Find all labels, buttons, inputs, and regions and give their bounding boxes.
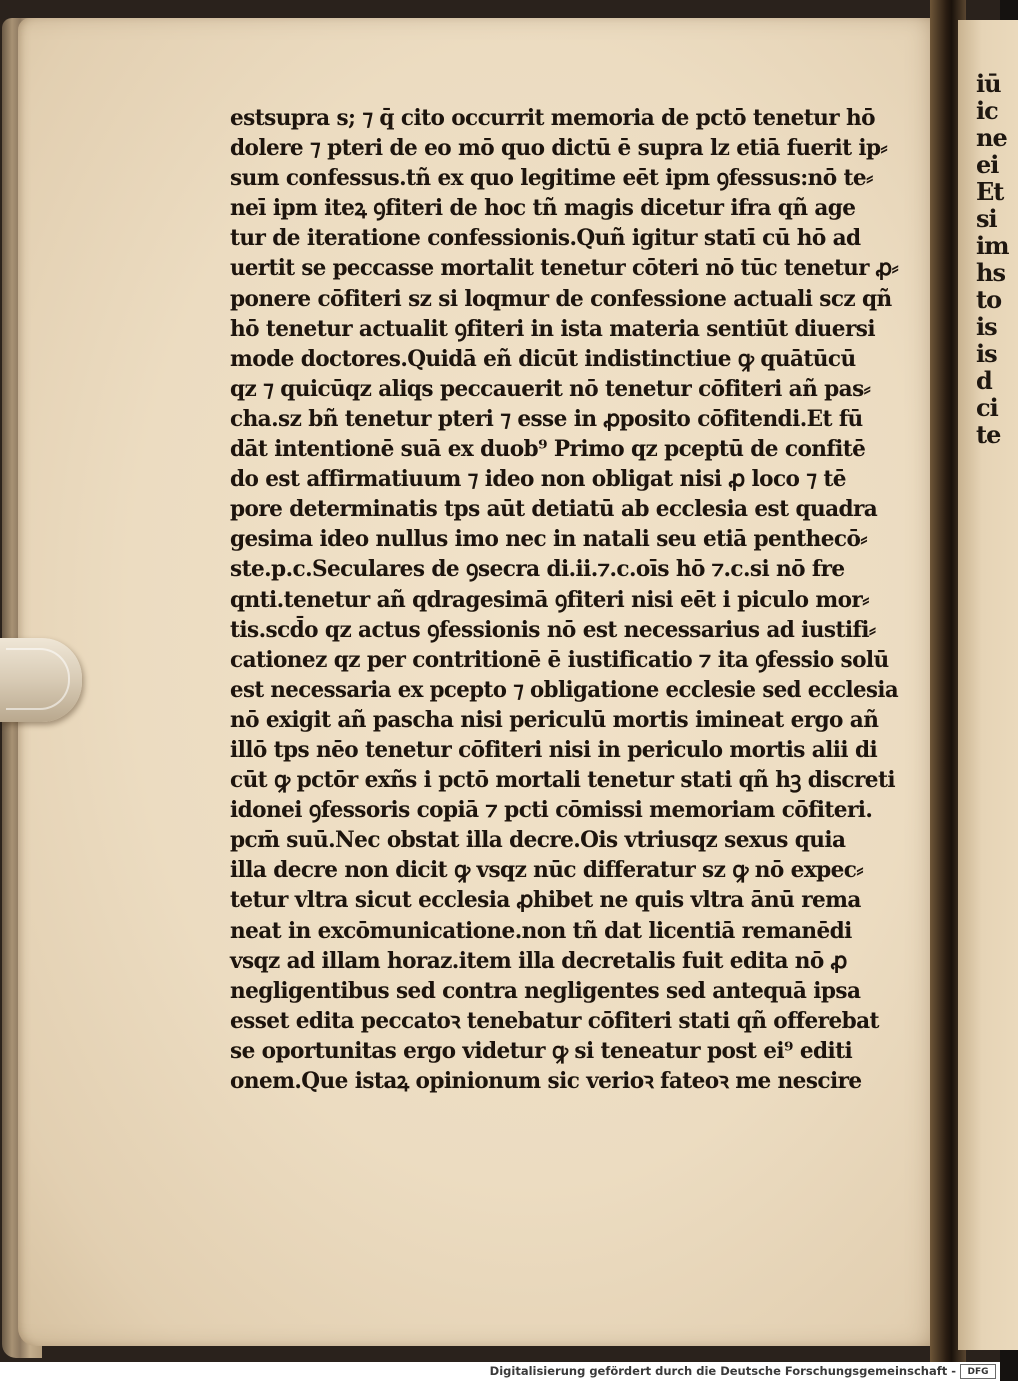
text-line: pcm̄ suū.Nec obstat illa decre.Ois vtriusqz sexus quia (230, 827, 846, 854)
text-line: illō tps nēo tenetur cōfiteri nisi in periculo mortis alii di (230, 736, 878, 763)
text-line: gesima ideo nullus imo nec in natali seu etiā penthecō⸗ (230, 526, 867, 553)
text-line: cha.sz bñ tenetur pteri ⁊ esse in ꝓposito cōfitendi.Et fū (230, 405, 863, 432)
text-line: estsupra s; ⁊ q̄ cito occurrit memoria de pctō tenetur hō (230, 105, 875, 131)
text-line: tur de iteratione confessionis.Quñ igitur statī cū hō ad (230, 225, 861, 252)
text-line: sum confessus.tñ ex quo legitime eēt ipm ꝯfessus:nō te⸗ (230, 165, 873, 192)
text-line: illa decre non dicit ꝙ vsqz nūc differatur sz ꝙ nō expec⸗ (230, 857, 863, 884)
text-line: ponere cōfiteri sz si loqmur de confessione actuali scz qñ (230, 285, 892, 312)
text-line: tis.scd̄o qz actus ꝯfessionis nō est necessarius ad iustifi⸗ (230, 616, 876, 643)
text-line: est necessaria ex pcepto ⁊ obligatione ecclesie sed ecclesia (230, 676, 899, 703)
text-line: uertit se peccasse mortalit tenetur cōteri nō tūc tenetur ꝓ⸗ (230, 255, 899, 282)
text-line: pore determinatis tps aūt detiatū ab ecclesia est quadra (230, 496, 878, 523)
text-line: qnti.tenetur añ qdragesimā ꝯfiteri nisi eēt i piculo mor⸗ (230, 586, 869, 613)
text-line: dāt intentionē suā ex duob⁹ Primo qz pceptū de confitē (230, 436, 866, 463)
clasp-tab-highlight (6, 648, 70, 710)
text-line: cūt ꝙ pctōr exñs i pctō mortali tenetur stati qñ hꝫ discreti (230, 767, 895, 794)
text-line: mode doctores.Quidā eñ dicūt indistinctiue ꝙ quātūcū (230, 345, 856, 372)
text-line: neī ipm iteꝝ ꝯfiteri de hoc tñ magis dicetur ifra qñ age (230, 195, 856, 222)
text-line: onem.Que istaꝝ opinionum sic verioꝛ fateoꝛ me nescire (230, 1068, 862, 1094)
text-line: negligentibus sed contra negligentes sed antequā ipsa (230, 977, 861, 1004)
text-line: ste.p.c.Seculares de ꝯsecra di.ii.⁊.c.oīs hō ⁊.c.si nō fre (230, 556, 845, 583)
digitization-footer (0, 1362, 1000, 1381)
text-line: hō tenetur actualit ꝯfiteri in ista materia sentiūt diuersi (230, 315, 875, 342)
text-line: cationez qz per contritionē ē iustificatio ⁊ ita ꝯfessio solū (230, 646, 889, 673)
clasp-tab (0, 638, 82, 722)
text-line: nō exigit añ pascha nisi periculū mortis imineat ergo añ (230, 706, 879, 733)
text-line: vsqz ad illam horaz.item illa decretalis fuit edita nō ꝓ (230, 947, 847, 974)
text-line: idonei ꝯfessoris copiā ⁊ pcti cōmissi memoriam cōfiteri. (230, 797, 873, 824)
text-line: esset edita peccatoꝛ tenebatur cōfiteri stati qñ offerebat (230, 1007, 879, 1034)
funding-credit: Digitalisierung gefördert durch die Deutsche Forschungsgemeinschaft - (489, 1364, 956, 1378)
dfg-logo: DFG (960, 1364, 996, 1379)
text-line: do est affirmatiuum ⁊ ideo non obligat nisi ꝓ loco ⁊ tē (230, 466, 846, 493)
text-line: neat in excōmunicatione.non tñ dat licentiā remanēdi (230, 917, 852, 944)
facing-page-text-fragment: iū ic ne ei Et si im hs to is is d ci te (976, 69, 1009, 449)
text-line: dolere ⁊ pteri de eo mō quo dictū ē supra lz etiā fuerit ip⸗ (230, 135, 888, 162)
text-line: qz ⁊ quicūqz aliqs peccauerit nō tenetur cōfiteri añ pas⸗ (230, 375, 871, 402)
show-through-heading (505, 62, 735, 90)
text-line: se oportunitas ergo videtur ꝙ si teneatur post ei⁹ editi (230, 1037, 853, 1064)
text-line: tetur vltra sicut ecclesia ꝓhibet ne quis vltra ānū rema (230, 887, 861, 914)
blackletter-text-block (230, 103, 910, 1096)
